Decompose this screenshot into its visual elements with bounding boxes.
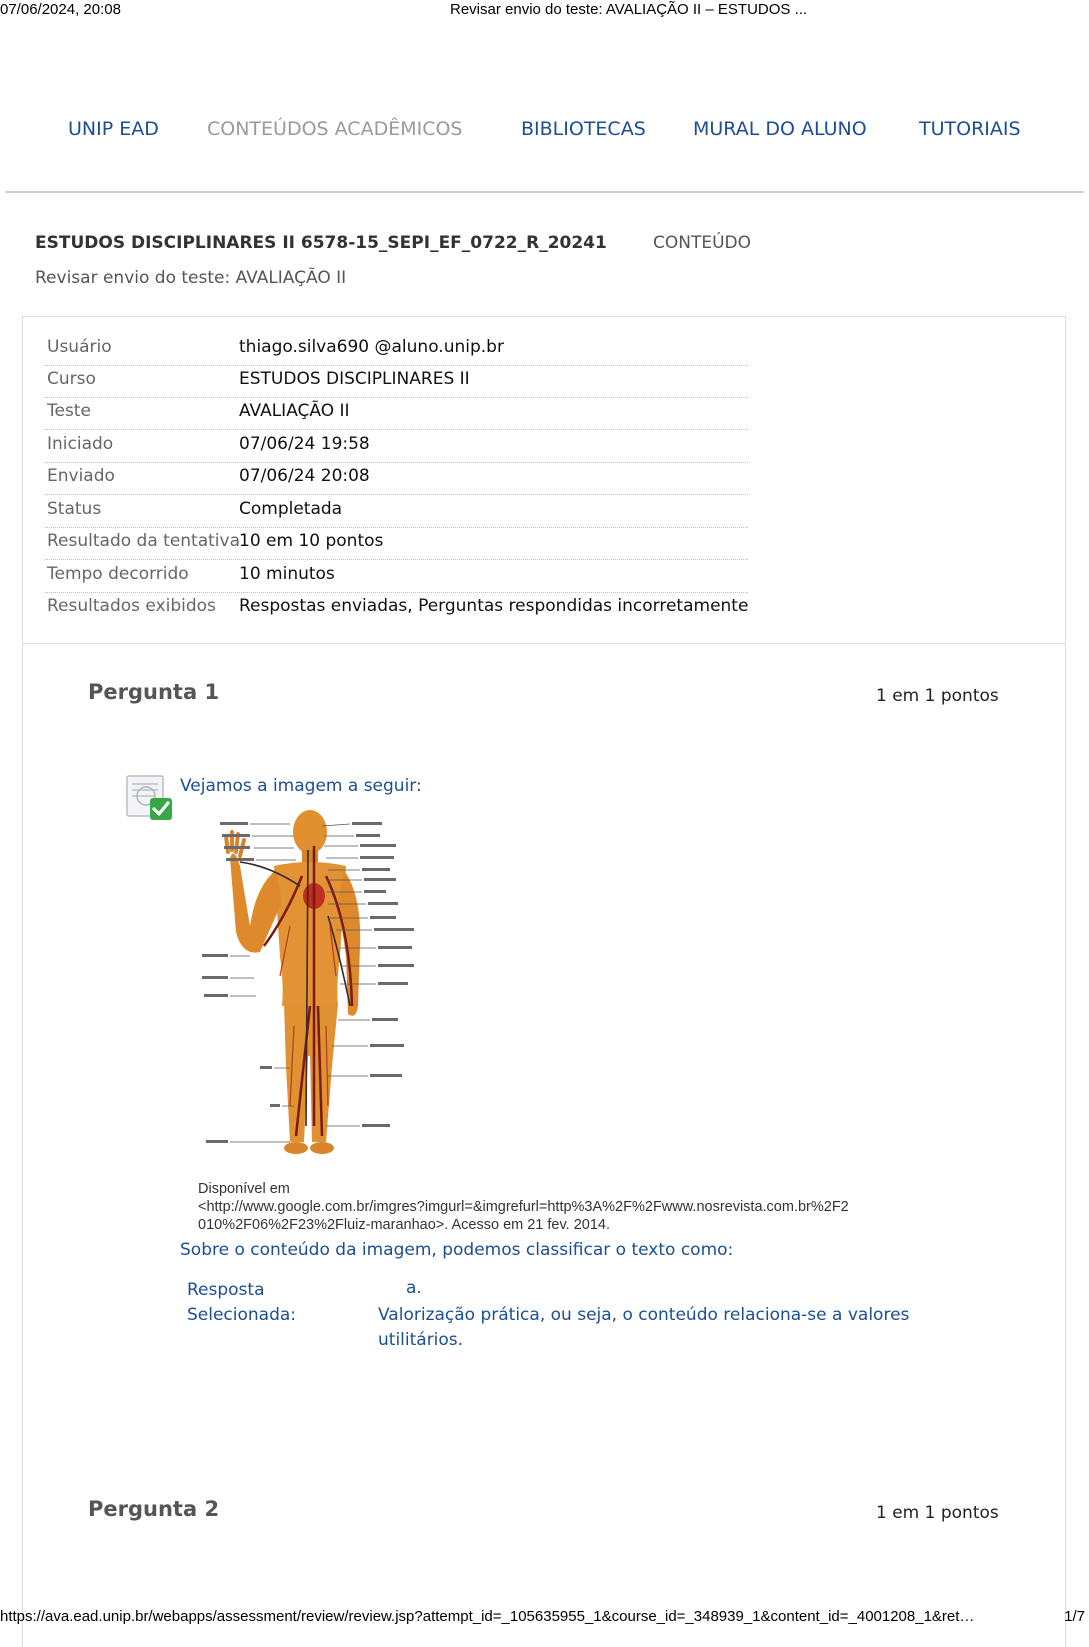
info-row-status [45, 495, 748, 528]
info-label: Status [47, 499, 102, 519]
print-page-title: Revisar envio do teste: AVALIAÇÃO II – ESTUDOS ... [450, 1, 808, 18]
info-label: Resultados exibidos [47, 596, 216, 616]
info-value: ESTUDOS DISCIPLINARES II [239, 369, 470, 389]
caption-line: Disponível em [198, 1181, 290, 1197]
print-datetime: 07/06/2024, 20:08 [0, 1, 121, 18]
question-1-title: Pergunta 1 [88, 680, 220, 704]
info-value: 07/06/24 20:08 [239, 466, 370, 486]
info-row-usuario [45, 333, 748, 366]
info-label: Resultado da tentativa [47, 531, 241, 551]
top-navigation [0, 118, 1089, 148]
info-label: Iniciado [47, 434, 114, 454]
image-source-caption [198, 1180, 918, 1234]
nav-item-unip-ead[interactable]: UNIP EAD [68, 118, 159, 140]
nav-item-mural-do-aluno[interactable]: MURAL DO ALUNO [693, 118, 867, 140]
info-row-resultados-exibidos [45, 592, 748, 624]
info-value: AVALIAÇÃO II [239, 401, 350, 421]
info-row-iniciado [45, 430, 748, 463]
nav-item-tutoriais[interactable]: TUTORIAIS [919, 118, 1021, 140]
question-1-prompt: Vejamos a imagem a seguir: [180, 776, 422, 796]
info-label: Enviado [47, 466, 115, 486]
caption-line: 010%2F06%2F23%2Fluiz-maranhao>. Acesso em 21 fev. 2014. [198, 1217, 611, 1233]
info-label: Teste [47, 401, 91, 421]
nav-item-bibliotecas[interactable]: BIBLIOTECAS [521, 118, 646, 140]
info-value: 10 minutos [239, 564, 335, 584]
info-label: Curso [47, 369, 96, 389]
info-value: thiago.silva690 @aluno.unip.br [239, 337, 504, 357]
info-row-resultado [45, 527, 748, 560]
info-row-teste [45, 397, 748, 430]
info-value: Completada [239, 499, 343, 519]
nav-item-conteudos-academicos[interactable]: CONTEÚDOS ACADÊMICOS [207, 118, 463, 140]
info-row-enviado [45, 462, 748, 495]
selected-answer-letter: a. [406, 1278, 422, 1298]
nav-divider [5, 191, 1084, 193]
circulatory-system-image [190, 806, 430, 1178]
question-1-points: 1 em 1 pontos [876, 686, 999, 706]
question-2-points: 1 em 1 pontos [876, 1503, 999, 1523]
info-value: 07/06/24 19:58 [239, 434, 370, 454]
selected-answer-text: Valorização prática, ou seja, o conteúdo relaciona-se a valores utilitários. [378, 1305, 910, 1350]
answer-label-line: Selecionada: [187, 1305, 297, 1325]
selected-answer-label [187, 1278, 296, 1328]
question-1-text: Sobre o conteúdo da imagem, podemos classificar o texto como: [180, 1240, 734, 1260]
info-value: Respostas enviadas, Perguntas respondidas incorretamente [239, 596, 749, 616]
info-label: Usuário [47, 337, 112, 357]
page-title: Revisar envio do teste: AVALIAÇÃO II [35, 268, 347, 288]
answer-label-line: Resposta [187, 1280, 265, 1300]
breadcrumb-section[interactable]: CONTEÚDO [653, 233, 752, 253]
breadcrumb-course[interactable]: ESTUDOS DISCIPLINARES II 6578-15_SEPI_EF_0722_R_20241 [35, 233, 607, 253]
info-label: Tempo decorrido [47, 564, 189, 584]
info-value: 10 em 10 pontos [239, 531, 384, 551]
info-row-curso [45, 365, 748, 398]
print-url: https://ava.ead.unip.br/webapps/assessment/review/review.jsp?attempt_id=_105635955_1&course_id=_348939_1&content_id=_4001208_1&ret… [0, 1608, 975, 1625]
correct-check-icon [126, 774, 174, 822]
caption-line: <http://www.google.com.br/imgres?imgurl=&imgrefurl=http%3A%2F%2Fwww.nosrevista.com.br%2F2 [198, 1199, 849, 1215]
question-2-title: Pergunta 2 [88, 1497, 220, 1521]
print-header [0, 0, 1089, 20]
info-row-tempo [45, 560, 748, 593]
print-page-number: 1/7 [1064, 1608, 1085, 1625]
